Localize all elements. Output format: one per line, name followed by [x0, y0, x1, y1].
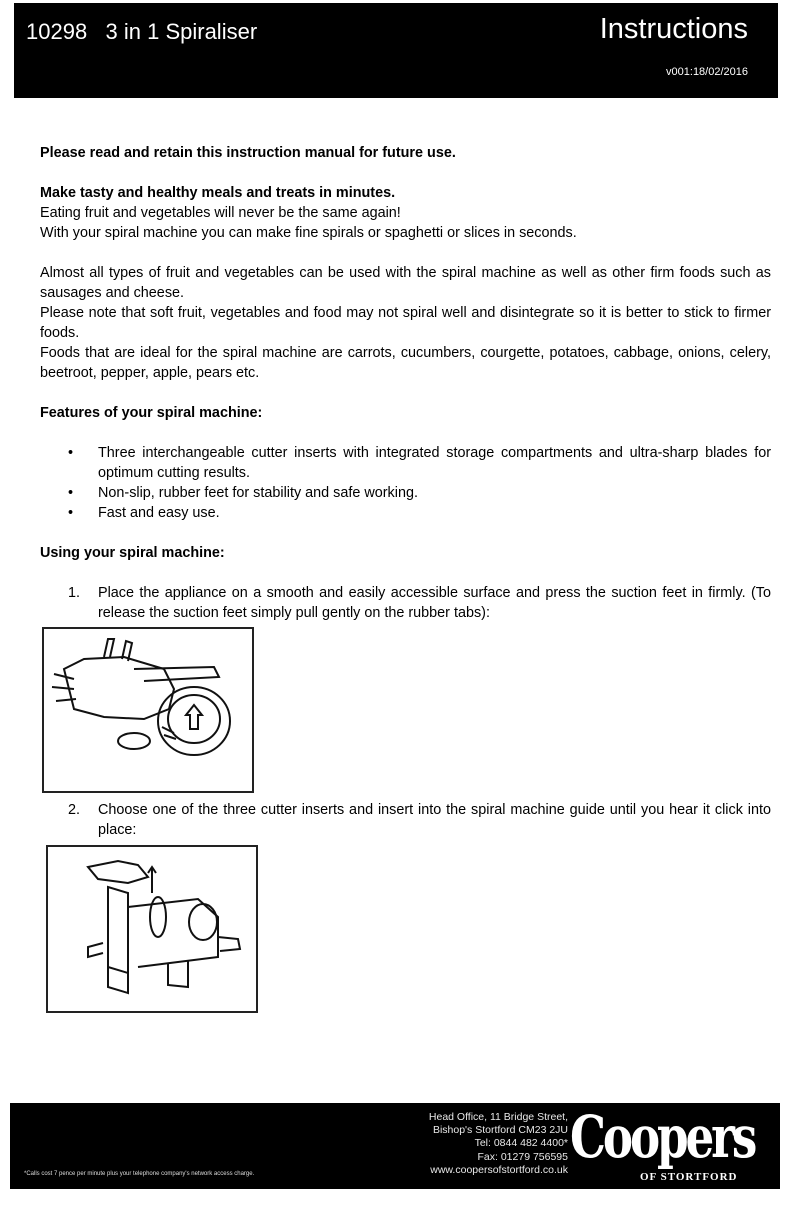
logo-subtitle: OF STORTFORD	[640, 1171, 738, 1183]
features-list	[40, 443, 771, 523]
version-label: v001:18/02/2016	[666, 66, 748, 78]
header-bar	[14, 3, 778, 98]
logo-word: Coopers	[570, 1103, 755, 1171]
step-2-block	[40, 800, 771, 840]
suction-feet-illustration	[42, 627, 254, 793]
steps-list	[40, 583, 771, 623]
manual-body	[40, 143, 771, 623]
cutter-insert-illustration	[46, 845, 258, 1013]
coopers-logo	[570, 1103, 770, 1185]
list-item: • Fast and easy use.	[68, 505, 220, 521]
steps-list	[40, 800, 771, 840]
retain-notice: Please read and retain this instruction manual for future use.	[40, 145, 456, 161]
bullet-icon: •	[68, 485, 74, 501]
intro-line: Eating fruit and vegetables will never be the same again!	[40, 205, 401, 221]
document-type: Instructions	[599, 13, 748, 45]
paragraph: Please note that soft fruit, vegetables and food may not spiral well and disintegrate so it is better to stick to firmer foods.	[40, 305, 771, 341]
bullet-icon: •	[68, 445, 74, 461]
bullet-icon: •	[68, 505, 74, 521]
step-item: 1. Place the appliance on a smooth and easily accessible surface and press the suction feet in firmly. (To release the suction feet simply pull gently on the rubber tabs):	[68, 585, 771, 621]
list-item: • Non-slip, rubber feet for stability and safe working.	[68, 485, 418, 501]
company-address: Head Office, 11 Bridge Street, Bishop's Stortford CM23 2JU Tel: 0844 482 4400* Fax: 01279 756595 www.coopersofstortford.co.uk	[428, 1111, 568, 1176]
using-heading: Using your spiral machine:	[40, 545, 225, 561]
paragraph: Almost all types of fruit and vegetables can be used with the spiral machine as well as other firm foods such as sausages and cheese.	[40, 265, 771, 301]
footer-bar	[10, 1103, 780, 1189]
tagline: Make tasty and healthy meals and treats in minutes.	[40, 185, 396, 201]
intro-line: With your spiral machine you can make fine spirals or spaghetti or slices in seconds.	[40, 225, 577, 241]
step-item: 2. Choose one of the three cutter inserts and insert into the spiral machine guide until you hear it click into place:	[68, 802, 771, 838]
list-item: • Three interchangeable cutter inserts with integrated storage compartments and ultra-sharp blades for optimum cutting results.	[68, 445, 771, 481]
features-heading: Features of your spiral machine:	[40, 405, 263, 421]
product-title: 10298 3 in 1 Spiraliser	[26, 19, 258, 44]
call-charge-note: *Calls cost 7 pence per minute plus your telephone company's network access charge.	[24, 1171, 255, 1177]
paragraph: Foods that are ideal for the spiral machine are carrots, cucumbers, courgette, potatoes, cabbage, onions, celery, beetroot, pepper, apple, pears etc.	[40, 345, 771, 381]
website-link[interactable]: www.coopersofstortford.co.uk	[430, 1163, 568, 1176]
